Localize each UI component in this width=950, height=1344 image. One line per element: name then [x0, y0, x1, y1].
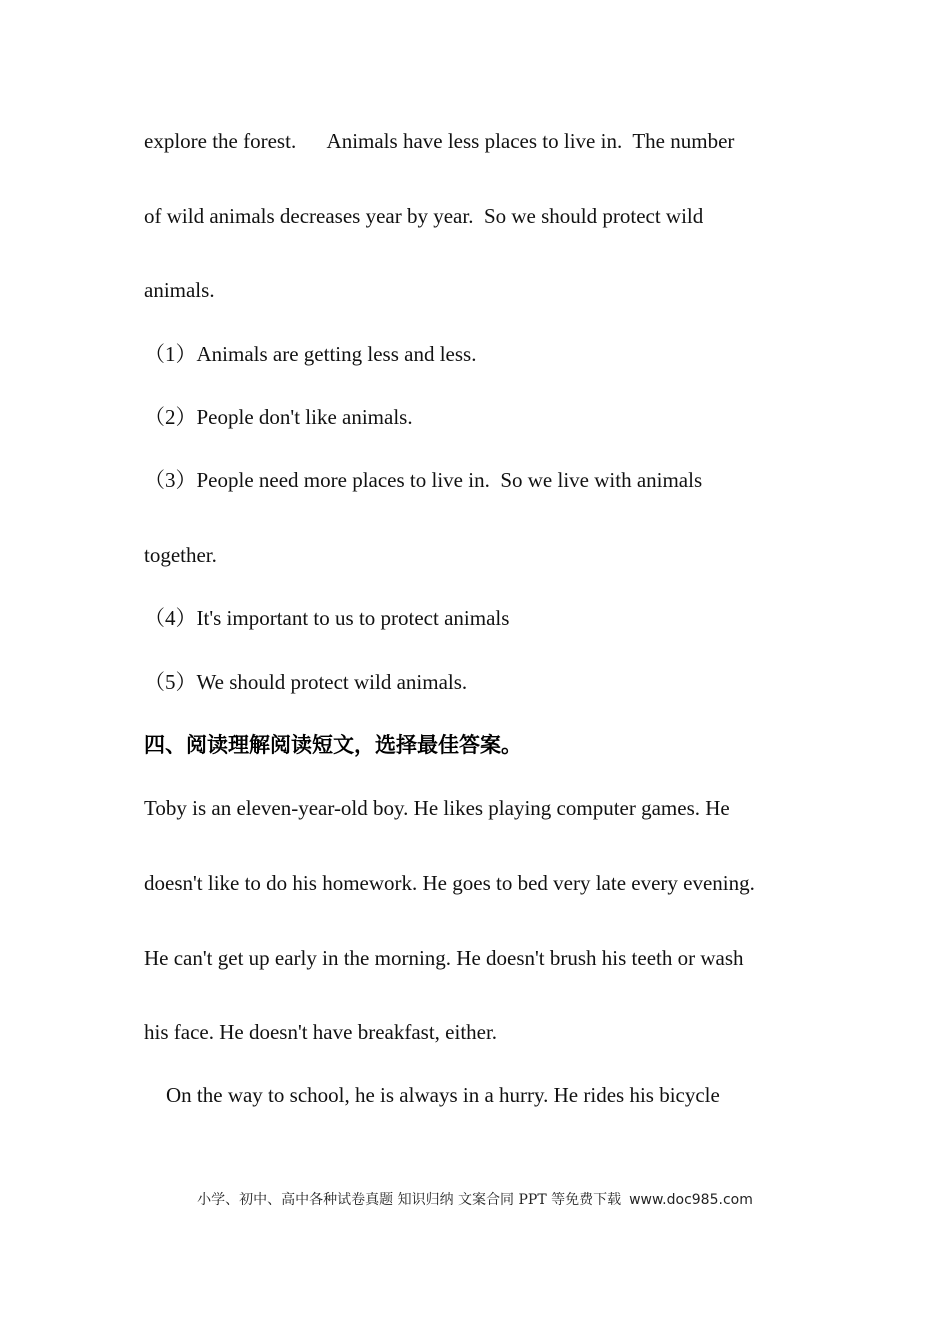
answer-line: （1）Animals are getting less and less.: [144, 342, 477, 366]
passage-line: of wild animals decreases year by year. So we should protect wild: [144, 204, 704, 228]
footer-url[interactable]: www.doc985.com: [629, 1192, 753, 1208]
reading-line: He can't get up early in the morning. He doesn't brush his teeth or wash: [144, 946, 744, 970]
answer-line: together.: [144, 543, 217, 567]
footer-text: 小学、初中、高中各种试卷真题 知识归纳 文案合同 PPT 等免费下载: [197, 1192, 622, 1208]
reading-line: his face. He doesn't have breakfast, either.: [144, 1020, 498, 1044]
answer-line: （3）People need more places to live in. So we live with animals: [144, 468, 703, 492]
passage-line: explore the forest. Animals have less places to live in. The number: [144, 129, 735, 153]
answer-line: （2）People don't like animals.: [144, 405, 413, 429]
reading-line: doesn't like to do his homework. He goes to bed very late every evening.: [144, 871, 755, 895]
passage-line: animals.: [144, 278, 215, 302]
reading-line: On the way to school, he is always in a hurry. He rides his bicycle: [166, 1083, 720, 1107]
answer-line: （5）We should protect wild animals.: [144, 670, 468, 694]
reading-line: Toby is an eleven-year-old boy. He likes playing computer games. He: [144, 796, 730, 820]
answer-line: （4）It's important to us to protect animals: [144, 606, 510, 630]
section-heading: 四、阅读理解阅读短文，选择最佳答案。: [144, 733, 522, 757]
page-footer: [0, 1190, 950, 1210]
